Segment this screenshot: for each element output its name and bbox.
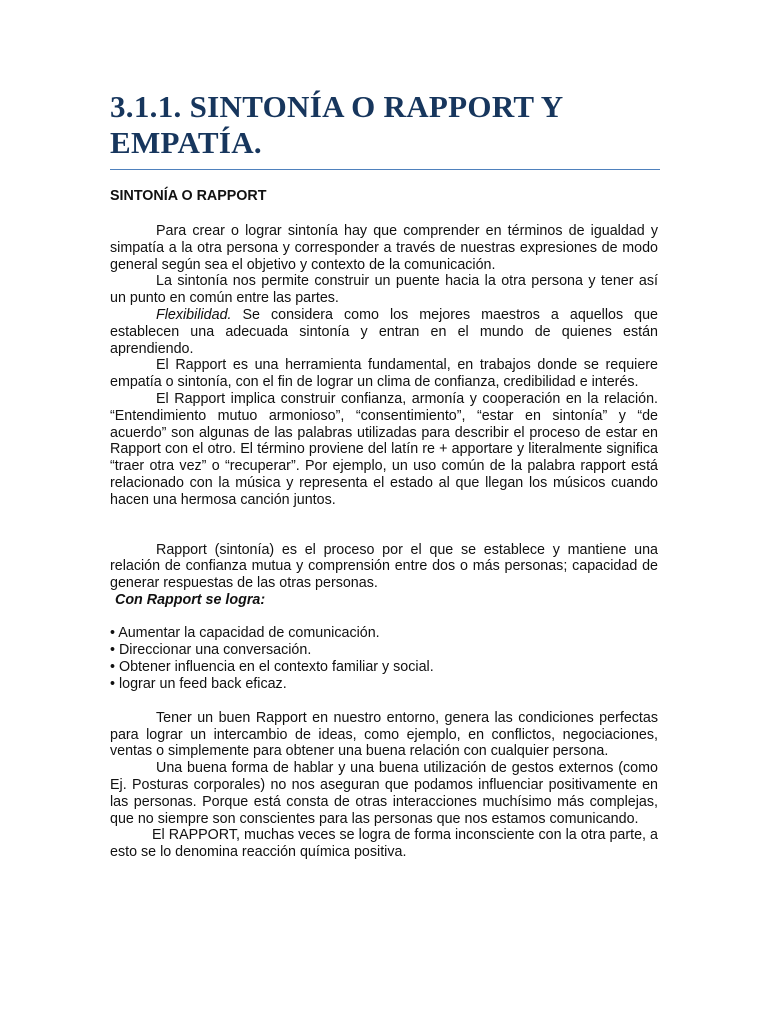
paragraph-buen-rapport: Tener un buen Rapport en nuestro entorno, genera las condiciones perfectas para lograr un intercambio de ideas, como ejemplo, en conflictos, negociaciones, ventas o simplemente para obtener una buena relación con cualquier persona.	[110, 709, 658, 760]
list-item: • Direccionar una conversación.	[110, 641, 312, 658]
logra-list	[110, 625, 658, 693]
logra-heading: Con Rapport se logra:	[115, 591, 266, 608]
paragraph-puente: La sintonía nos permite construir un puente hacia la otra persona y tener así un punto en común entre las partes.	[110, 273, 658, 307]
page-title: 3.1.1. SINTONÍA O RAPPORT Y EMPATÍA.	[110, 89, 563, 160]
paragraph-confianza: El Rapport implica construir confianza, armonía y cooperación en la relación. “Entendimiento mutuo armonioso”, “consentimiento”, “estar en sintonía” y “de acuerdo” son algunas de las palabras utilizadas para describir el proceso de estar en Rapport con el otro. El término proviene del latín re + apportare y literalmente significa “traer otra vez” o “recuperar”. Por ejemplo, un uso común de la palabra rapport está relacionado con la música y representa el estado al que llegan los músicos cuando hacen una hermosa canción juntos.	[110, 390, 658, 508]
flexibilidad-label: Flexibilidad.	[156, 306, 232, 323]
list-item: • lograr un feed back eficaz.	[110, 675, 287, 692]
flexibilidad-text: Se considera como los mejores maestros a aquellos que establecen una adecuada sintonía y entran en el mundo de quienes están aprendiendo.	[110, 306, 658, 357]
list-item: • Obtener influencia en el contexto familiar y social.	[110, 658, 434, 675]
paragraph-herramienta: El Rapport es una herramienta fundamental, en trabajos donde se requiere empatía o sintonía, con el fin de lograr un clima de confianza, credibilidad e interés.	[110, 357, 658, 391]
section-subheading: SINTONÍA O RAPPORT	[110, 188, 267, 204]
paragraph-inconsciente: El RAPPORT, muchas veces se logra de forma inconsciente con la otra parte, a esto se lo denomina reacción química positiva.	[110, 827, 658, 861]
paragraph-flexibilidad	[110, 307, 658, 357]
list-item: • Aumentar la capacidad de comunicación.	[110, 624, 380, 641]
paragraph-gestos: Una buena forma de hablar y una buena utilización de gestos externos (como Ej. Posturas corporales) no nos aseguran que podamos influenciar positivamente en las personas. Porque está consta de otras interacciones muchísimo más complejas, que no siempre son conscientes para las personas que nos estamos comunicando.	[110, 760, 658, 827]
paragraph-sintonia-intro: Para crear o lograr sintonía hay que comprender en términos de igualdad y simpatía a la otra persona y corresponder a través de nuestras expresiones de modo general según sea el objetivo y contexto de la comunicación.	[110, 223, 658, 273]
paragraph-definicion: Rapport (sintonía) es el proceso por el que se establece y mantiene una relación de confianza mutua y comprensión entre dos o más personas; capacidad de generar respuestas de las otras personas.	[110, 541, 658, 592]
title-underline	[110, 169, 660, 170]
